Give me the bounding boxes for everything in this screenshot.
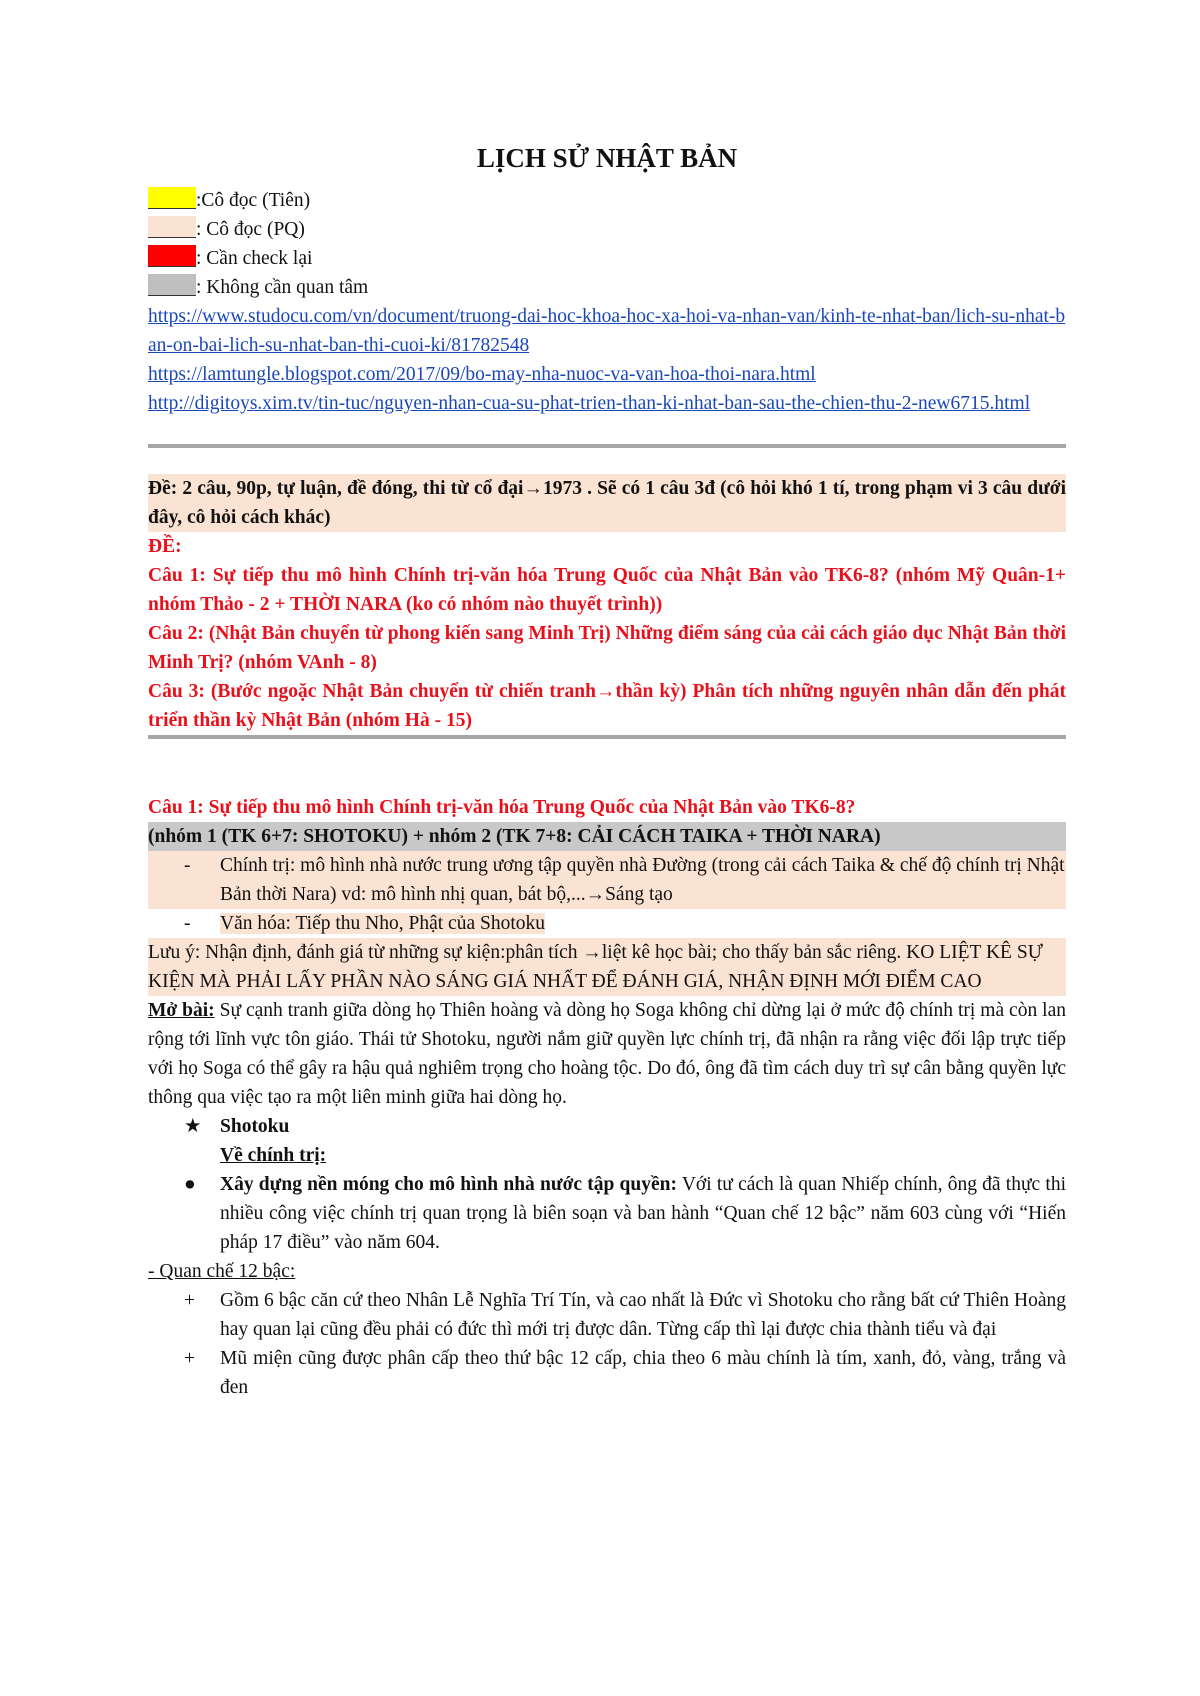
star-icon: ★ — [184, 1116, 202, 1137]
note-paragraph: Lưu ý: Nhận định, đánh giá từ những sự kiện:phân tích →liệt kê học bài; cho thấy bản sắc riêng. KO LIỆT KÊ SỰ KIỆN MÀ PHẢI LẤY PHẦN NÀO SÁNG GIÁ NHẤT ĐỂ ĐÁNH GIÁ, NHẬN ĐỊNH MỚI ĐIỂM CAO — [148, 938, 1066, 996]
star-item-label: Shotoku — [220, 1116, 290, 1137]
legend-label: : Không cần quan tâm — [196, 277, 369, 298]
plus-marker: + — [184, 1290, 195, 1311]
link-digitoys[interactable]: http://digitoys.xim.tv/tin-tuc/nguyen-nhan-cua-su-phat-trien-than-ki-nhat-ban-sau-the-chien-thu-2-new6715.html — [148, 393, 1031, 414]
legend-item-ignore — [148, 273, 1066, 302]
link-lamtungle[interactable]: https://lamtungle.blogspot.com/2017/09/bo-may-nha-nuoc-va-van-hoa-thoi-nara.html — [148, 364, 816, 385]
list-item-text: Văn hóa: Tiếp thu Nho, Phật của Shotoku — [220, 913, 545, 934]
intro-paragraph — [148, 996, 1066, 1112]
plus-item-text: Mũ miện cũng được phân cấp theo thứ bậc 12 cấp, chia theo 6 màu chính là tím, xanh, đỏ, vàng, trắng và đen — [220, 1348, 1066, 1398]
list-item-culture — [148, 909, 1066, 938]
section-groups: (nhóm 1 (TK 6+7: SHOTOKU) + nhóm 2 (TK 7+8: CẢI CÁCH TAIKA + THỜI NARA) — [148, 822, 1066, 851]
plus-item-2 — [148, 1344, 1066, 1402]
exam-heading: ĐỀ: — [148, 536, 182, 557]
exam-question-3: Câu 3: (Bước ngoặc Nhật Bản chuyển từ chiến tranh→thần kỳ) Phân tích những nguyên nhân dẫn đến phát triển thần kỳ Nhật Bản (nhóm Hà - 15) — [148, 681, 1066, 731]
exam-question-1: Câu 1: Sự tiếp thu mô hình Chính trị-văn hóa Trung Quốc của Nhật Bản vào TK6-8? (nhóm Mỹ Quân-1+ nhóm Thảo - 2 + THỜI NARA (ko có nhóm nào thuyết trình)) — [148, 565, 1066, 615]
legend-item-check — [148, 244, 1066, 273]
exam-intro: Đề: 2 câu, 90p, tự luận, đề đóng, thi từ cổ đại→1973 . Sẽ có 1 câu 3đ (cô hỏi khó 1 tí, trong phạm vi 3 câu dưới đây, cô hỏi cách khác) — [148, 474, 1066, 532]
exam-question-2: Câu 2: (Nhật Bản chuyển từ phong kiến sang Minh Trị) Những điểm sáng của cải cách giáo dục Nhật Bản thời Minh Trị? (nhóm VAnh - 8) — [148, 623, 1066, 673]
bullet-dot-icon: ● — [184, 1174, 196, 1195]
dash-marker: - — [184, 855, 191, 876]
legend-item-tien — [148, 186, 1066, 215]
list-item-politics — [148, 851, 1066, 909]
dot-item — [148, 1170, 1066, 1257]
legend-label: : Cần check lại — [196, 248, 313, 269]
dot-item-bold: Xây dựng nền móng cho mô hình nhà nước tập quyền: — [220, 1174, 677, 1195]
page-title: LỊCH SỬ NHẬT BẢN — [476, 143, 738, 173]
color-legend — [148, 186, 1066, 302]
plus-item-text: Gồm 6 bậc căn cứ theo Nhân Lễ Nghĩa Trí Tín, và cao nhất là Đức vì Shotoku cho rằng bất cứ Thiên Hoàng hay quan lại cũng đều phải có đức thì mới trị được dân. Từng cấp thì lại được chia thành tiểu và đại — [220, 1290, 1066, 1340]
intro-text: Sự cạnh tranh giữa dòng họ Thiên hoàng và dòng họ Soga không chỉ dừng lại ở mức độ chính trị mà còn lan rộng tới lĩnh vực tôn giáo. Thái tử Shotoku, người nắm giữ quyền lực chính trị, đã nhận ra rằng việc đối lập trực tiếp với họ Soga có thể gây ra hậu quả nghiêm trọng cho hoàng tộc. Do đó, ông đã tìm cách duy trì sự cân bằng quyền lực thông qua việc tạo ra một liên minh giữa hai dòng họ. — [148, 1000, 1066, 1108]
legend-swatch — [148, 274, 196, 296]
dash-marker: - — [184, 913, 191, 934]
politics-heading-row — [148, 1141, 1066, 1170]
dot-item-text: Với tư cách là quan Nhiếp chính, ông đã thực thi nhiều công việc chính trị quan trọng là biên soạn và ban hành “Quan chế 12 bậc” năm 603 cùng với “Hiến pháp 17 điều” vào năm 604. — [220, 1174, 1066, 1253]
intro-label: Mở bài: — [148, 1000, 215, 1021]
star-item — [148, 1112, 1066, 1141]
legend-swatch — [148, 216, 196, 238]
legend-label: :Cô đọc (Tiên) — [196, 190, 311, 211]
legend-label: : Cô đọc (PQ) — [196, 219, 305, 240]
link-studocu[interactable]: https://www.studocu.com/vn/document/truong-dai-hoc-khoa-hoc-xa-hoi-va-nhan-van/kinh-te-nhat-ban/lich-su-nhat-ban-on-bai-lich-su-nhat-ban-thi-cuoi-ki/81782548 — [148, 306, 1066, 356]
politics-heading: Về chính trị: — [220, 1145, 327, 1166]
section-heading: Câu 1: Sự tiếp thu mô hình Chính trị-văn hóa Trung Quốc của Nhật Bản vào TK6-8? — [148, 797, 856, 818]
legend-swatch — [148, 245, 196, 267]
rank-heading: - Quan chế 12 bậc: — [148, 1261, 296, 1282]
legend-item-pq — [148, 215, 1066, 244]
list-item-text: Chính trị: mô hình nhà nước trung ương tập quyền nhà Đường (trong cải cách Taika & chế độ chính trị Nhật Bản thời Nara) vd: mô hình nhị quan, bát bộ,...→Sáng tạo — [220, 855, 1065, 905]
plus-item-1 — [148, 1286, 1066, 1344]
plus-marker: + — [184, 1348, 195, 1369]
legend-swatch — [148, 187, 196, 209]
document-page — [148, 140, 1066, 1402]
